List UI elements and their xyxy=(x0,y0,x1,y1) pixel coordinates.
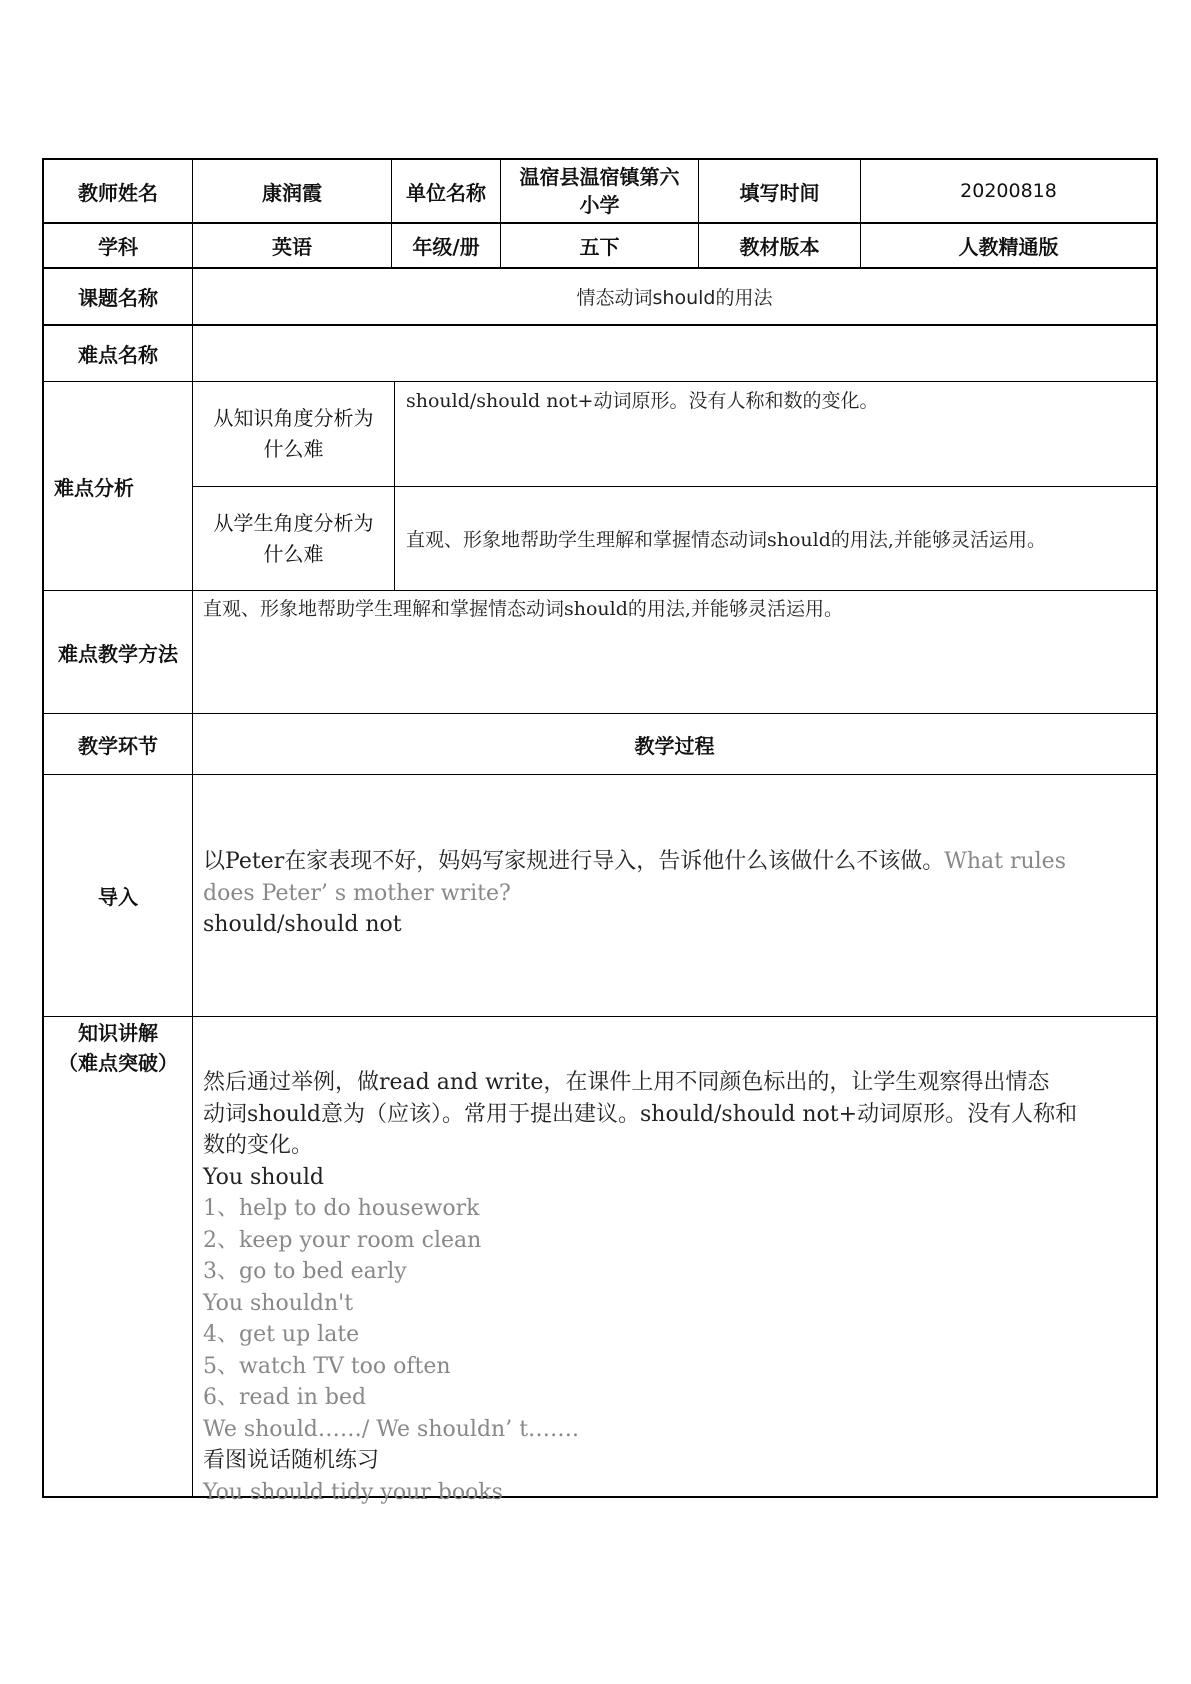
column-divider xyxy=(394,381,395,591)
teaching-step-header: 教学环节 xyxy=(78,733,158,758)
difficulty-name-label: 难点名称 xyxy=(78,343,158,367)
intro-line: should/should not xyxy=(203,912,402,937)
unit-name-line: 温宿县温宿镇第六 xyxy=(519,165,680,189)
knowledge-angle-line: 什么难 xyxy=(263,437,324,461)
knowledge-angle-text xyxy=(406,386,1146,426)
teaching-process-header: 教学过程 xyxy=(634,733,715,758)
intro-text-black: 以Peter在家表现不好，妈妈写家规进行导入，告诉他什么该做什么不该做。 xyxy=(203,849,945,874)
difficulty-name-value xyxy=(193,326,1156,381)
knowledge-content xyxy=(203,1067,1153,1505)
knowledge-angle-line: 从知识角度分析为 xyxy=(213,406,374,430)
knowledge-label-line: （难点突破） xyxy=(58,1051,178,1075)
knowledge-label-line: 知识讲解 xyxy=(78,1021,158,1045)
intro-label: 导入 xyxy=(98,885,138,909)
knowledge-line: 4、get up late xyxy=(203,1322,360,1347)
intro-content xyxy=(203,846,1153,946)
knowledge-angle-text-line: should/should not+动词原形。没有人称和数的变化。 xyxy=(406,390,879,412)
knowledge-line: 2、keep your room clean xyxy=(203,1227,482,1253)
knowledge-label xyxy=(44,1018,192,1088)
knowledge-line: 1、help to do housework xyxy=(203,1196,480,1221)
knowledge-angle-label xyxy=(193,382,394,486)
knowledge-line: 6、read in bed xyxy=(203,1385,367,1410)
teaching-method-text-line: 直观、形象地帮助学生理解和掌握情态动词should的用法,并能够灵活运用。 xyxy=(203,598,843,620)
fill-date-value: 20200818 xyxy=(960,180,1057,202)
subject-value: 英语 xyxy=(272,235,312,259)
topic-value: 情态动词should的用法 xyxy=(576,287,773,309)
grade-label: 年级/册 xyxy=(412,235,480,259)
intro-line: does Peter’ s mother write? xyxy=(203,880,511,906)
subject-label: 学科 xyxy=(98,235,138,259)
teaching-method-text xyxy=(203,594,1153,634)
edition-value: 人教精通版 xyxy=(958,235,1059,259)
row-divider xyxy=(42,1016,1158,1017)
edition-label: 教材版本 xyxy=(739,235,820,259)
knowledge-line: 然后通过举例，做read and write，在课件上用不同颜色标出的，让学生观察得出情态 xyxy=(203,1070,1050,1095)
knowledge-line: 3、go to bed early xyxy=(203,1259,407,1284)
knowledge-line: 动词should意为（应该）。常用于提出建议。should/should not+动词原形。没有人称和 xyxy=(203,1101,1078,1127)
knowledge-line: You should xyxy=(203,1164,325,1190)
row-divider xyxy=(42,774,1158,775)
knowledge-line: 看图说话随机练习 xyxy=(203,1448,380,1473)
unit-name-value xyxy=(501,160,698,222)
knowledge-line: 数的变化。 xyxy=(203,1133,314,1158)
teacher-name-value: 康润霞 xyxy=(262,180,322,205)
difficulty-analysis-label: 难点分析 xyxy=(54,475,134,500)
student-angle-label xyxy=(193,487,394,590)
student-angle-text: 直观、形象地帮助学生理解和掌握情态动词should的用法,并能够灵活运用。 xyxy=(406,529,1046,551)
row-divider xyxy=(42,590,1158,591)
grade-value: 五下 xyxy=(579,235,620,259)
teaching-method-label: 难点教学方法 xyxy=(58,641,178,666)
knowledge-line: You shouldn't xyxy=(203,1290,354,1316)
unit-name-line: 小学 xyxy=(579,193,620,217)
intro-text-gray: What rules xyxy=(944,849,1066,874)
teacher-name-label: 教师姓名 xyxy=(78,180,158,205)
intro-line xyxy=(203,846,1153,878)
knowledge-line: We should……/ We shouldn’ t……. xyxy=(203,1416,580,1442)
knowledge-line: You should tidy your books xyxy=(203,1479,503,1505)
fill-date-label: 填写时间 xyxy=(739,180,820,205)
topic-label: 课题名称 xyxy=(78,286,158,310)
knowledge-line: 5、watch TV too often xyxy=(203,1353,451,1379)
student-angle-line: 什么难 xyxy=(263,541,324,566)
student-angle-line: 从学生角度分析为 xyxy=(213,510,374,535)
unit-name-label: 单位名称 xyxy=(406,180,486,205)
